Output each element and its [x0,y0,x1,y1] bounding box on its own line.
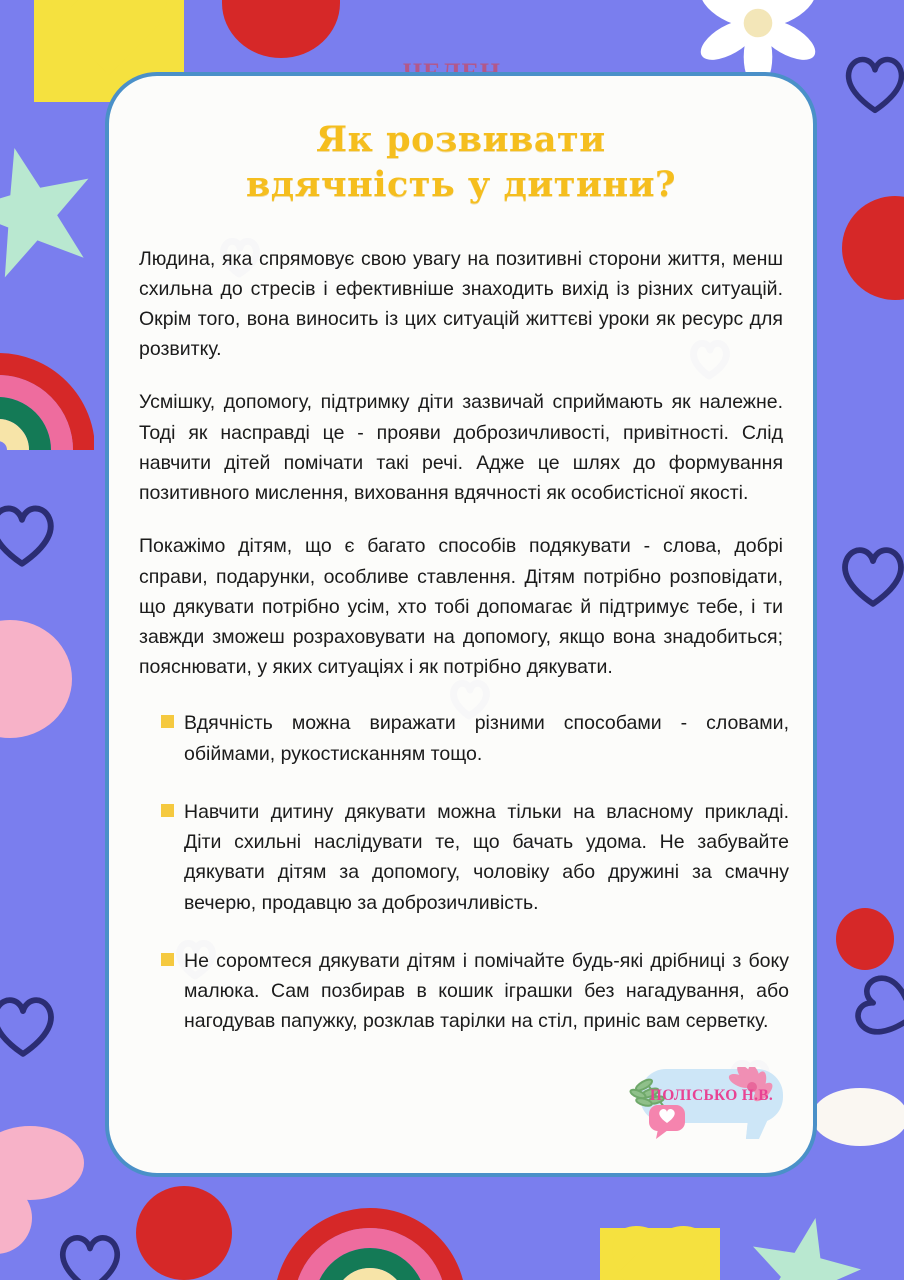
list-item [161,708,789,768]
author-logo-text: ПОЛІСЬКО Н.В. [649,1087,774,1104]
bullet-square-icon [161,953,174,966]
tips-list [133,708,789,1036]
red-apple-icon [222,0,340,58]
rainbow-arc-icon [276,1206,466,1280]
red-apple-icon [836,908,894,970]
navy-heart-outline-icon [0,990,60,1060]
list-item [161,946,789,1037]
list-item [161,797,789,918]
author-logo-badge [618,1067,783,1145]
page-title [133,118,789,208]
white-blob-icon [812,1088,904,1146]
navy-heart-outline-icon [836,540,904,610]
paragraph: Покажімо дітям, що є багато способів подякувати - слова, добрі справи, подарунки, особливе ставлення. Дітям потрібно розповідати, що дякувати потрібно усім, хто тобі допомагає й підтримує тебе, і ти завжди зможеш розраховувати на допомогу, якщо вона знадобиться; пояснювати, у яких ситуаціях і як потрібно дякувати. [139,535,783,679]
page-title-line-2: вдячність у дитини? [245,163,677,205]
page-title-line-1: Як розвивати [316,119,606,160]
list-item-text: Вдячність можна виражати різними способами - словами, обіймами, рукостисканням тощо. [184,712,789,765]
paragraph: Усмішку, допомогу, підтримку діти зазвичай сприймають як належне. Тоді як насправді це - прояви доброзичливості, привітності. Слід навчити дітей помічати такі речі. Адже це шлях до формування позитивного мислення, виховання вдячності як особистісної якості. [139,391,783,505]
mint-star-icon [744,1210,864,1280]
bullet-square-icon [161,715,174,728]
red-apple-icon [842,196,904,300]
pink-blob-icon [0,620,72,738]
yellow-heart-icon [600,1228,720,1280]
red-apple-icon [136,1186,232,1280]
paragraph: Людина, яка спрямовує свою увагу на позитивні сторони життя, менш схильна до стресів і ефективніше знаходить вихід із різних ситуацій. Окрім того, вона виносить із цих ситуацій життєві уроки як ресурс для розвитку. [139,247,783,361]
navy-heart-outline-icon [54,1228,126,1280]
rainbow-arc-icon [0,278,94,468]
navy-heart-outline-icon [0,498,60,570]
navy-heart-outline-icon [852,972,904,1040]
bullet-square-icon [161,804,174,817]
list-item-text: Навчити дитину дякувати можна тільки на власному прикладі. Діти схильні наслідувати те, що бачать удома. Не забувайте дякувати дітям за допомогу, чоловіку або дружині за смачну вечерю, продавцю за доброзичливість. [184,800,789,914]
content-card [105,72,817,1177]
mint-star-icon [0,138,100,283]
body-text [133,244,789,683]
list-item-text: Не соромтеся дякувати дітям і помічайте будь-які дрібниці з боку малюка. Сам позбирав в кошик іграшки без нагадування, або нагодував папужку, розклав тарілки на стіл, приніс вам серветку. [184,949,789,1033]
